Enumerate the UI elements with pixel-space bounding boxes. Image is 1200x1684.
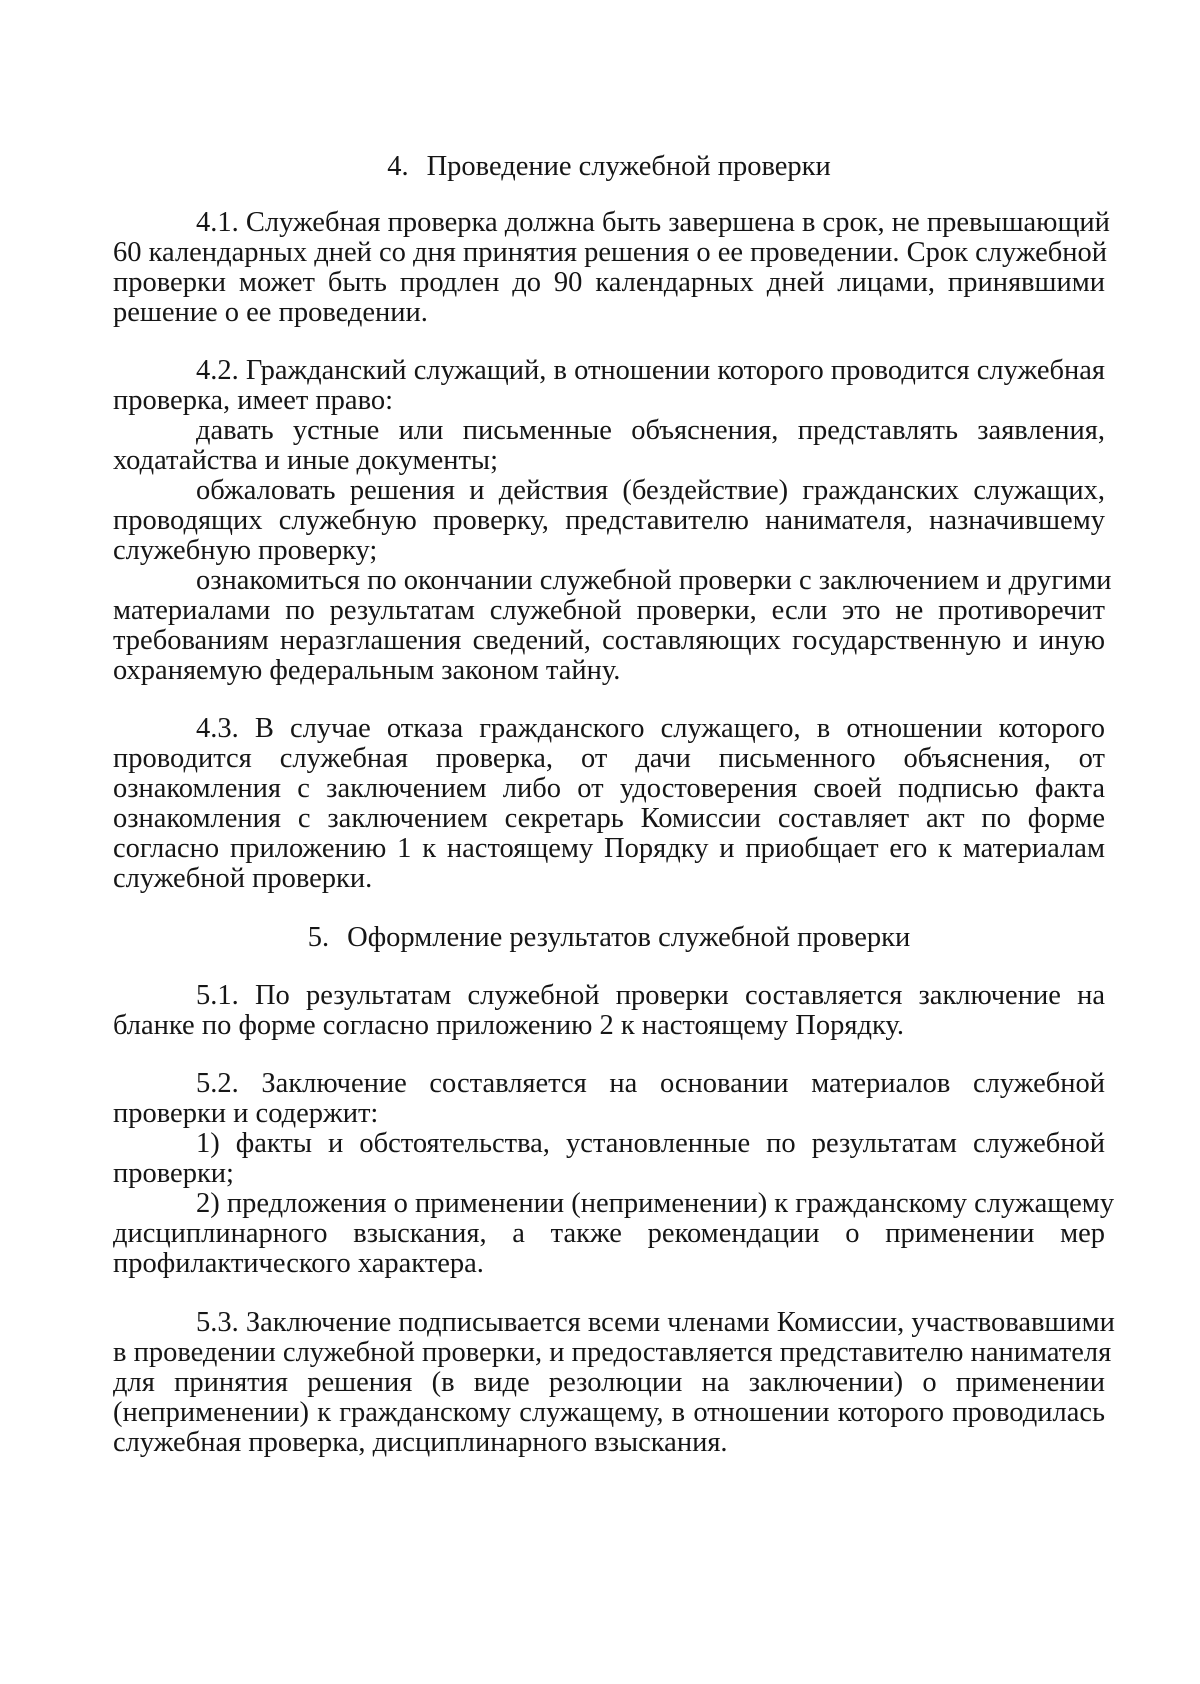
paragraph-5-2-line: 5.2. Заключение составляется на основании материалов служебной <box>196 1068 1105 1099</box>
paragraph-5-2-line: 1) факты и обстоятельства, установленные по результатам служебной <box>196 1128 1105 1159</box>
paragraph-4-3-line: служебной проверки. <box>113 863 373 894</box>
paragraph-4-3-line: 4.3. В случае отказа гражданского служащего, в отношении которого <box>196 713 1105 744</box>
section-4-title: Проведение служебной проверки <box>426 151 831 182</box>
paragraph-4-2-line: обжаловать решения и действия (бездействие) гражданских служащих, <box>196 475 1105 506</box>
paragraph-4-3-line: ознакомления с заключением либо от удостоверения своей подписью факта <box>113 773 1105 804</box>
paragraph-5-2-line: профилактического характера. <box>113 1248 484 1279</box>
paragraph-4-2-line: ходатайства и иные документы; <box>113 445 499 476</box>
paragraph-5-1-line: бланке по форме согласно приложению 2 к настоящему Порядку. <box>113 1010 904 1041</box>
paragraph-5-3-line: в проведении служебной проверки, и предоставляется представителю нанимателя <box>113 1337 1112 1368</box>
paragraph-4-2-line: требованиям неразглашения сведений, составляющих государственную и иную <box>113 625 1105 656</box>
paragraph-5-3-line: служебная проверка, дисциплинарного взыскания. <box>113 1427 728 1458</box>
paragraph-5-3-line: (неприменении) к гражданскому служащему, в отношении которого проводилась <box>113 1397 1105 1428</box>
paragraph-5-1-line: 5.1. По результатам служебной проверки составляется заключение на <box>196 980 1105 1011</box>
paragraph-5-2-line: проверки и содержит: <box>113 1098 379 1129</box>
paragraph-5-2-line: проверки; <box>113 1158 234 1189</box>
section-4-heading <box>113 150 1105 184</box>
paragraph-4-1-line: решение о ее проведении. <box>113 297 428 328</box>
section-4-number: 4. <box>387 151 409 182</box>
paragraph-4-2-line: материалами по результатам служебной проверки, если это не противоречит <box>113 595 1105 626</box>
paragraph-4-2-line: проверка, имеет право: <box>113 385 394 416</box>
section-5-heading <box>113 921 1105 955</box>
section-5-number: 5. <box>307 922 330 953</box>
paragraph-4-1-line: 60 календарных дней со дня принятия решения о ее проведении. Срок служебной <box>113 237 1108 268</box>
paragraph-4-1-line: 4.1. Служебная проверка должна быть завершена в срок, не превышающий <box>196 207 1110 238</box>
paragraph-5-3-line: 5.3. Заключение подписывается всеми членами Комиссии, участвовавшими <box>196 1307 1115 1338</box>
paragraph-4-3-line: согласно приложению 1 к настоящему Порядку и приобщает его к материалам <box>113 833 1105 864</box>
paragraph-5-2-line: дисциплинарного взыскания, а также рекомендации о применении мер <box>113 1218 1105 1249</box>
paragraph-4-3-line: ознакомления с заключением секретарь Комиссии составляет акт по форме <box>113 803 1105 834</box>
paragraph-4-1-line: проверки может быть продлен до 90 календарных дней лицами, принявшими <box>113 267 1105 298</box>
paragraph-5-2-line: 2) предложения о применении (неприменении) к гражданскому служащему <box>196 1188 1115 1219</box>
paragraph-4-2-line: давать устные или письменные объяснения, представлять заявления, <box>196 415 1105 446</box>
paragraph-4-2-line: проводящих служебную проверку, представителю нанимателя, назначившему <box>113 505 1105 536</box>
paragraph-4-2-line: ознакомиться по окончании служебной проверки с заключением и другими <box>196 565 1112 596</box>
section-5-title: Оформление результатов служебной проверки <box>347 922 911 953</box>
paragraph-4-2-line: охраняемую федеральным законом тайну. <box>113 655 621 686</box>
paragraph-4-3-line: проводится служебная проверка, от дачи письменного объяснения, от <box>113 743 1105 774</box>
paragraph-5-3-line: для принятия решения (в виде резолюции на заключении) о применении <box>113 1367 1105 1398</box>
paragraph-4-2-line: 4.2. Гражданский служащий, в отношении которого проводится служебная <box>196 355 1105 386</box>
paragraph-4-2-line: служебную проверку; <box>113 535 378 566</box>
